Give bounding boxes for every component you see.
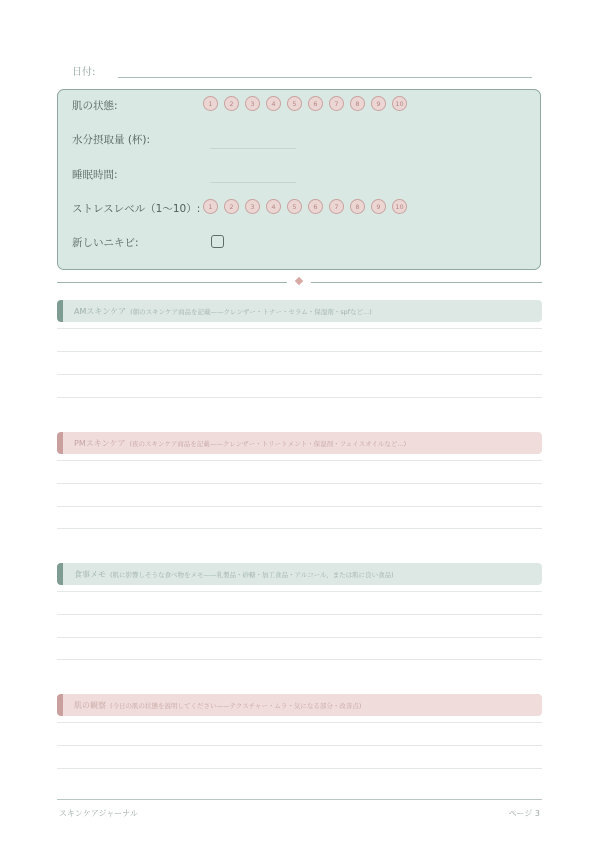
skin-rating-4[interactable]: 4 [266,96,281,111]
stress-rating-8[interactable]: 8 [350,199,365,214]
stress-rating-2[interactable]: 2 [224,199,239,214]
observation-writing-line[interactable] [57,745,542,746]
am-writing-line[interactable] [57,397,542,398]
stress-rating-7[interactable]: 7 [329,199,344,214]
water-intake-field[interactable] [210,148,296,149]
observation-writing-line[interactable] [57,768,542,769]
skin-rating-1[interactable]: 1 [203,96,218,111]
food-writing-line[interactable] [57,614,542,615]
pm-skincare-description: (夜のスキンケア商品を記載——クレンザー・トリートメント・保湿剤・フェイスオイルなど...) [129,439,407,448]
skin-condition-label: 肌の状態: [72,100,118,112]
food-notes-title: 食事メモ [74,569,106,579]
skin-condition-scale [203,96,407,111]
date-field[interactable] [118,77,532,78]
new-breakout-label: 新しいニキビ: [72,237,139,249]
divider-right [311,282,542,283]
skin-rating-5[interactable]: 5 [287,96,302,111]
diamond-ornament-icon [295,277,303,285]
stress-rating-3[interactable]: 3 [245,199,260,214]
journal-title: スキンケアジャーナル [59,809,138,818]
new-breakout-checkbox[interactable] [211,235,224,248]
pm-skincare-header [57,432,542,454]
am-skincare-title: AMスキンケア [74,306,127,316]
am-writing-line[interactable] [57,374,542,375]
sleep-hours-field[interactable] [210,182,296,183]
stress-rating-6[interactable]: 6 [308,199,323,214]
stress-level-scale [203,199,407,214]
pm-skincare-title: PMスキンケア [74,438,126,448]
stress-rating-4[interactable]: 4 [266,199,281,214]
stress-level-label: ストレスレベル（1〜10）: [72,203,201,215]
sleep-hours-label: 睡眠時間: [72,169,118,181]
stress-rating-5[interactable]: 5 [287,199,302,214]
observation-writing-line[interactable] [57,722,542,723]
skin-observation-title: 肌の観察 [74,700,106,710]
date-label: 日付: [72,67,96,78]
divider-left [57,282,287,283]
skin-observation-header [57,694,542,716]
am-skincare-header [57,300,542,322]
water-intake-label: 水分摂取量 (杯): [72,134,151,146]
skin-rating-3[interactable]: 3 [245,96,260,111]
food-notes-header [57,563,542,585]
pm-writing-line[interactable] [57,528,542,529]
skin-rating-10[interactable]: 10 [392,96,407,111]
pm-writing-line[interactable] [57,460,542,461]
daily-tracker-panel [57,89,541,270]
skin-rating-9[interactable]: 9 [371,96,386,111]
skin-rating-8[interactable]: 8 [350,96,365,111]
pm-skincare-accent-bar [57,432,63,454]
skin-rating-6[interactable]: 6 [308,96,323,111]
food-writing-line[interactable] [57,637,542,638]
am-skincare-accent-bar [57,300,63,322]
stress-rating-10[interactable]: 10 [392,199,407,214]
am-writing-line[interactable] [57,328,542,329]
am-writing-line[interactable] [57,351,542,352]
stress-rating-1[interactable]: 1 [203,199,218,214]
stress-rating-9[interactable]: 9 [371,199,386,214]
skin-observation-accent-bar [57,694,63,716]
pm-writing-line[interactable] [57,506,542,507]
skin-rating-2[interactable]: 2 [224,96,239,111]
am-skincare-description: (朝のスキンケア商品を記載——クレンザー・トナー・セラム・保湿剤・spfなど...) [130,307,372,316]
food-notes-description: (肌に影響しそうな食べ物をメモ——乳製品・砂糖・加工食品・アルコール、または肌に良い食品) [110,570,394,579]
food-notes-accent-bar [57,563,63,585]
food-writing-line[interactable] [57,659,542,660]
page-number: ページ 3 [508,809,540,818]
footer-rule [57,799,542,800]
food-writing-line[interactable] [57,591,542,592]
skin-observation-description: (今日の肌の状態を説明してください——テクスチャー・ムラ・気になる部分・改善点) [110,701,362,710]
pm-writing-line[interactable] [57,483,542,484]
skin-rating-7[interactable]: 7 [329,96,344,111]
